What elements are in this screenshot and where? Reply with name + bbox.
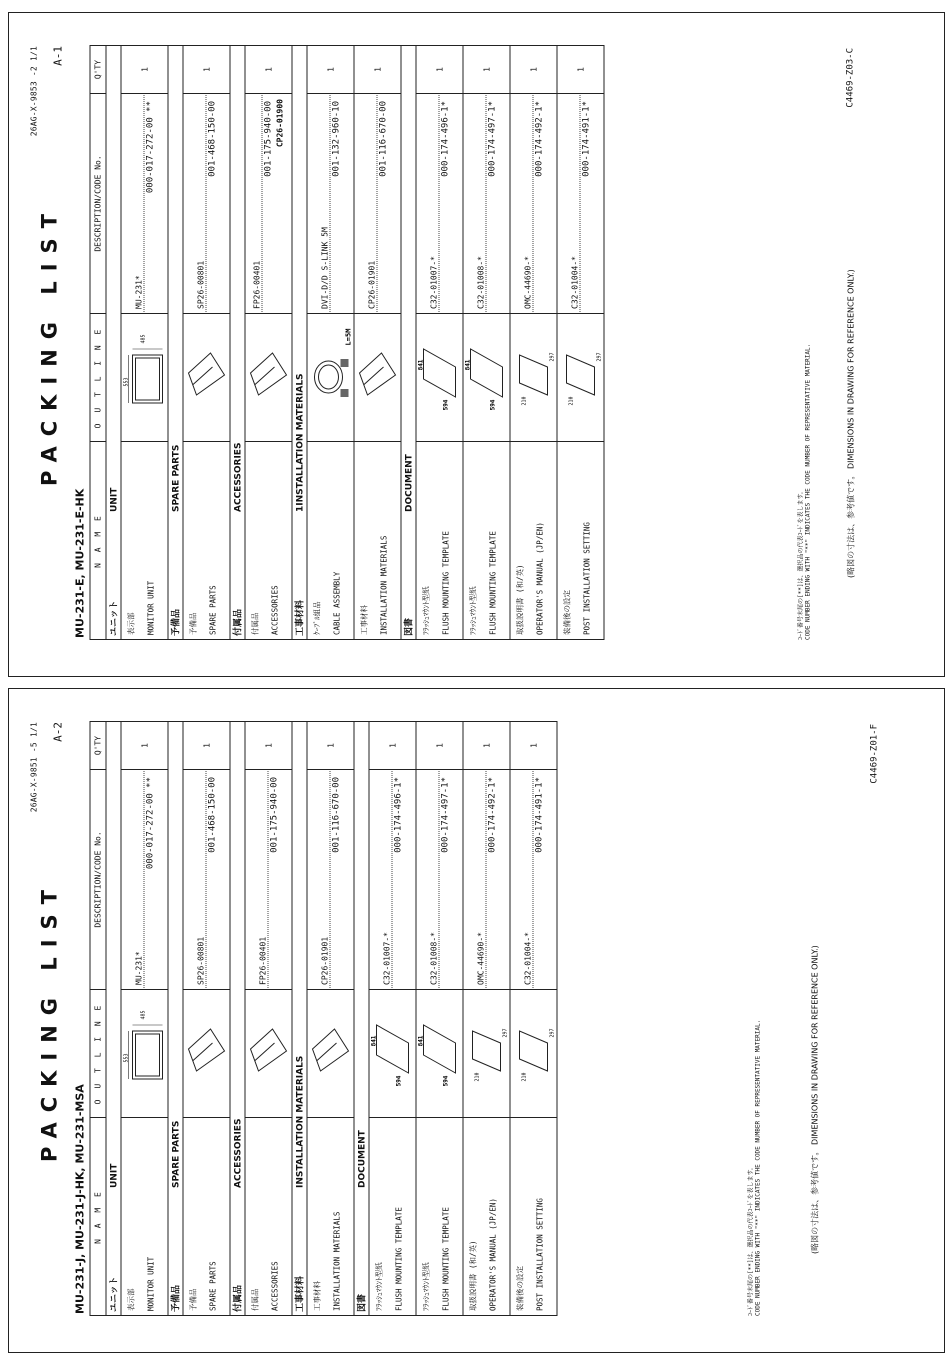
dimension-label: 210 — [521, 1072, 527, 1082]
item-name-en: SPARE PARTS — [208, 584, 217, 635]
template-outline — [417, 317, 461, 437]
reference-note: (略図の寸法は、参考値です。 DIMENSIONS IN DRAWING FOR REFERENCE ONLY.) — [810, 944, 819, 1254]
section-document — [354, 721, 369, 1315]
item-name-jp: 装備後の設定 — [515, 1265, 524, 1311]
item-name-jp: 予備品 — [188, 612, 197, 635]
item-code: 000-017-272-00 ** — [145, 776, 155, 869]
table-row — [183, 721, 230, 1315]
item-name-jp: 取扱説明書 (和/英) — [515, 563, 524, 635]
packing-table — [89, 45, 604, 640]
item-qty: 1 — [369, 721, 416, 769]
item-description: C32-01007-* — [417, 95, 439, 312]
bag-outline — [184, 317, 228, 437]
packing-list-sheet-a1 — [8, 12, 945, 677]
dimension-label: 210 — [568, 396, 574, 406]
section-label-en: DOCUMENT — [357, 1129, 367, 1188]
item-code: 000-174-492-1* — [534, 100, 544, 177]
item-description: OMC-44690-* — [511, 95, 533, 312]
section-spare-parts — [168, 45, 183, 639]
section-label-en: SPARE PARTS — [171, 1120, 181, 1188]
dimension-label: 594 — [395, 1075, 402, 1087]
bag-outline — [246, 993, 290, 1113]
dimension-label: 210 — [474, 1072, 480, 1082]
item-qty: 1 — [121, 721, 168, 769]
header-outline: O U T L I N E — [90, 989, 106, 1117]
item-name-en: FLUSH MOUNTING TEMPLATE — [394, 1206, 403, 1311]
template-outline — [464, 317, 508, 437]
item-name-jp: 装備後の設定 — [562, 589, 571, 635]
template-outline — [417, 993, 461, 1113]
item-qty: 1 — [463, 45, 510, 93]
item-description: CP26-01901 — [308, 771, 330, 988]
item-description: CP26-01901 — [355, 95, 377, 312]
item-description: C32-01008-* — [464, 95, 486, 312]
section-accessories — [230, 721, 245, 1315]
table-row — [463, 721, 510, 1315]
section-label-en: DOCUMENT — [404, 453, 414, 512]
section-label-en: 1INSTALLATION MATERIALS — [295, 372, 305, 512]
item-code: 000-174-491-1* — [534, 776, 544, 853]
table-row — [307, 721, 354, 1315]
header-qty: Q'TY — [90, 45, 106, 93]
item-name-en: POST INSTALLATION SETTING — [535, 1197, 544, 1311]
item-code: 001-116-670-00 — [331, 776, 341, 853]
section-label-jp: ユニット — [109, 1275, 119, 1312]
dimension-label: 594 — [442, 1075, 449, 1087]
item-name-en: MONITOR UNIT — [146, 580, 155, 635]
item-description: FP26-00401 — [246, 95, 262, 312]
table-row — [510, 45, 557, 639]
section-spare-parts — [168, 721, 183, 1315]
dimension-label: 297 — [549, 352, 555, 362]
item-name-en: FLUSH MOUNTING TEMPLATE — [441, 1206, 450, 1311]
item-name-en: POST INSTALLATION SETTING — [582, 521, 591, 635]
item-code: 000-174-497-1* — [487, 100, 497, 177]
section-document — [401, 45, 416, 639]
section-label-en: UNIT — [109, 1163, 119, 1188]
item-name-jp: 表示部 — [126, 612, 135, 635]
bag-outline — [355, 317, 399, 437]
sheet-content — [19, 706, 934, 1336]
table-row — [416, 721, 463, 1315]
cable-outline — [308, 317, 352, 437]
cable-length-label: L=5M — [344, 328, 352, 346]
manual-outline — [511, 317, 555, 437]
section-unit — [106, 45, 121, 639]
item-name-jp: 付属品 — [250, 612, 259, 635]
section-label-jp: ユニット — [109, 599, 119, 636]
item-name-jp: 予備品 — [188, 1288, 197, 1311]
item-qty: 1 — [307, 721, 354, 769]
setting-sheet-outline — [511, 993, 555, 1113]
table-row — [463, 45, 510, 639]
item-name-en: FLUSH MOUNTING TEMPLATE — [441, 530, 450, 635]
document-number: 26AG-X-9853 -2 1/1 — [29, 45, 38, 136]
section-label-en: INSTALLATION MATERIALS — [295, 1055, 305, 1188]
dimension-label: 841 — [417, 1035, 424, 1047]
item-qty: 1 — [245, 721, 292, 769]
dimension-label: 297 — [502, 1028, 508, 1038]
item-code: 001-175-940-00 — [269, 776, 279, 853]
item-description: FP26-00401 — [246, 771, 268, 988]
dimension-label: 297 — [549, 1028, 555, 1038]
item-name-en: MONITOR UNIT — [146, 1256, 155, 1311]
section-accessories — [230, 45, 245, 639]
table-header — [90, 45, 106, 639]
item-description: C32-01004-* — [558, 95, 580, 312]
item-name-jp: ﾌﾗｯｼｭﾏｳﾝﾄ型紙 — [374, 1261, 383, 1311]
table-row — [369, 721, 416, 1315]
section-label-jp: 付属品 — [233, 608, 243, 636]
item-qty: 1 — [307, 45, 354, 93]
item-name-jp: 工事材料 — [359, 604, 368, 635]
page-title: PACKING LIST — [37, 879, 61, 1162]
dimension-label: 841 — [417, 359, 424, 371]
item-name-en: INSTALLATION MATERIALS — [379, 535, 388, 635]
code-note-jp: ｺｰﾄﾞ番号末尾の[**]は、選択品の代表ｺｰﾄﾞを表します。 — [797, 487, 804, 640]
item-code: 001-116-670-00 — [378, 100, 388, 177]
dimension-label: 594 — [442, 399, 449, 411]
item-code: 001-468-150-00 — [207, 776, 217, 853]
model-names: MU-231-E, MU-231-E-HK — [73, 488, 86, 638]
item-description: OMC-44690-* — [464, 771, 486, 988]
item-name-en: INSTALLATION MATERIALS — [332, 1211, 341, 1311]
reference-note: (略図の寸法は、参考値です。 DIMENSIONS IN DRAWING FOR REFERENCE ONLY.) — [846, 268, 855, 578]
section-label-jp: 図書 — [404, 617, 414, 636]
item-description: C32-01004-* — [511, 771, 533, 988]
table-row — [307, 45, 354, 639]
item-code: 000-174-492-1* — [487, 776, 497, 853]
item-qty: 1 — [557, 45, 604, 93]
item-description: SP26-00801 — [184, 771, 206, 988]
code-note-jp: ｺｰﾄﾞ番号末尾の[**]は、選択品の代表ｺｰﾄﾞを表します。 — [747, 1163, 754, 1316]
dimension-label: 553 — [123, 377, 129, 387]
packing-list-sheet-a2 — [8, 688, 945, 1353]
item-code: 001-132-960-10 — [331, 100, 341, 177]
table-row — [354, 45, 401, 639]
dimension-label: 841 — [370, 1035, 377, 1047]
item-qty: 1 — [354, 45, 401, 93]
section-unit — [106, 721, 121, 1315]
item-qty: 1 — [183, 721, 230, 769]
item-qty: 1 — [183, 45, 230, 93]
item-code: 000-174-496-1* — [393, 776, 403, 853]
sheet-content — [19, 30, 934, 660]
item-name-jp: ﾌﾗｯｼｭﾏｳﾝﾄ型紙 — [421, 585, 430, 635]
section-label-jp: 予備品 — [171, 1284, 181, 1312]
document-number: 26AG-X-9851 -5 1/1 — [29, 721, 38, 812]
item-name-jp: 付属品 — [250, 1288, 259, 1311]
item-name-jp: ﾌﾗｯｼｭﾏｳﾝﾄ型紙 — [468, 585, 477, 635]
item-name-jp: ﾌﾗｯｼｭﾏｳﾝﾄ型紙 — [421, 1261, 430, 1311]
table-row — [416, 45, 463, 639]
sheet-number: A-1 — [51, 45, 64, 66]
dimension-label: 553 — [123, 1053, 129, 1063]
bag-outline — [184, 993, 228, 1113]
item-code: 000-017-272-00 ** — [145, 100, 155, 193]
drawing-number: C4469-Z01-F — [869, 723, 879, 784]
dimension-label: 210 — [521, 396, 527, 406]
code-note-en: CODE NUMBER ENDING WITH "**" INDICATES THE CODE NUMBER OF REPRESENTATIVE MATERIAL. — [754, 1019, 761, 1316]
table-row — [510, 721, 557, 1315]
item-code: 000-174-497-1* — [440, 776, 450, 853]
setting-sheet-outline — [558, 317, 602, 437]
item-name-en: SPARE PARTS — [208, 1260, 217, 1311]
section-label-en: ACCESSORIES — [233, 442, 243, 512]
item-description: SP26-00801 — [184, 95, 206, 312]
section-label-jp: 予備品 — [171, 608, 181, 636]
section-label-jp: 付属品 — [233, 1284, 243, 1312]
item-qty: 1 — [510, 45, 557, 93]
template-outline — [370, 993, 414, 1113]
item-description: C32-01008-* — [417, 771, 439, 988]
monitor-unit-outline — [122, 317, 166, 437]
manual-outline — [464, 993, 508, 1113]
packing-table — [89, 721, 557, 1316]
table-row — [245, 45, 292, 639]
item-description: MU-231* — [122, 95, 144, 312]
dimension-label: 485 — [140, 1010, 146, 1020]
item-qty: 1 — [463, 721, 510, 769]
model-names: MU-231-J, MU-231-J-HK, MU-231-MSA — [73, 1083, 86, 1314]
table-header — [90, 721, 106, 1315]
item-description: MU-231* — [122, 771, 144, 988]
item-code: 000-174-491-1* — [581, 100, 591, 177]
item-name-jp: 取扱説明書 (和/英) — [468, 1239, 477, 1311]
section-label-en: ACCESSORIES — [233, 1118, 243, 1188]
bag-outline — [246, 317, 290, 437]
item-code: 000-174-496-1* — [440, 100, 450, 177]
section-installation-materials — [292, 45, 307, 639]
dimension-label: 297 — [596, 352, 602, 362]
item-name-en: ACCESSORIES — [270, 1260, 279, 1311]
item-code: 001-175-940-00 — [263, 100, 273, 177]
table-row — [245, 721, 292, 1315]
table-row — [121, 45, 168, 639]
item-description: DVI-D/D S-LINK 5M — [308, 95, 330, 312]
item-qty: 1 — [510, 721, 557, 769]
drawing-number: C4469-Z03-C — [845, 47, 855, 108]
dimension-label: 594 — [489, 399, 496, 411]
page-title: PACKING LIST — [37, 203, 61, 486]
header-description: DESCRIPTION/CODE No. — [90, 769, 106, 989]
item-qty: 1 — [245, 45, 292, 93]
section-label-jp: 工事材料 — [295, 599, 305, 636]
table-row — [557, 45, 604, 639]
item-name-jp: 工事材料 — [312, 1280, 321, 1311]
item-qty: 1 — [416, 721, 463, 769]
item-name-en: OPERATOR'S MANUAL (JP/EN) — [488, 1197, 497, 1311]
item-name-en: CABLE ASSEMBLY — [332, 571, 341, 635]
monitor-unit-outline — [122, 993, 166, 1113]
section-label-jp: 工事材料 — [295, 1275, 305, 1312]
item-name-jp: 表示部 — [126, 1288, 135, 1311]
item-code-extra: CP26-01900 — [275, 98, 284, 147]
item-name-en: ACCESSORIES — [270, 584, 279, 635]
item-qty: 1 — [121, 45, 168, 93]
table-row — [121, 721, 168, 1315]
header-outline: O U T L I N E — [90, 313, 106, 441]
header-name: N A M E — [90, 1117, 106, 1315]
header-qty: Q'TY — [90, 721, 106, 769]
code-note-en: CODE NUMBER ENDING WITH "**" INDICATES THE CODE NUMBER OF REPRESENTATIVE MATERIAL. — [804, 343, 811, 640]
header-name: N A M E — [90, 441, 106, 639]
dimension-label: 485 — [140, 334, 146, 344]
item-name-en: OPERATOR'S MANUAL (JP/EN) — [535, 521, 544, 635]
item-description: C32-01007-* — [370, 771, 392, 988]
bag-outline — [308, 993, 352, 1113]
header-description: DESCRIPTION/CODE No. — [90, 93, 106, 313]
table-row — [183, 45, 230, 639]
section-label-en: UNIT — [109, 487, 119, 512]
item-name-en: FLUSH MOUNTING TEMPLATE — [488, 530, 497, 635]
item-qty: 1 — [416, 45, 463, 93]
item-name-jp: ｹｰﾌﾞﾙ組品 — [312, 600, 321, 635]
section-label-en: SPARE PARTS — [171, 444, 181, 512]
item-code: 001-468-150-00 — [207, 100, 217, 177]
dimension-label: 841 — [464, 359, 471, 371]
section-installation-materials — [292, 721, 307, 1315]
section-label-jp: 図書 — [357, 1293, 367, 1312]
sheet-number: A-2 — [51, 721, 64, 742]
